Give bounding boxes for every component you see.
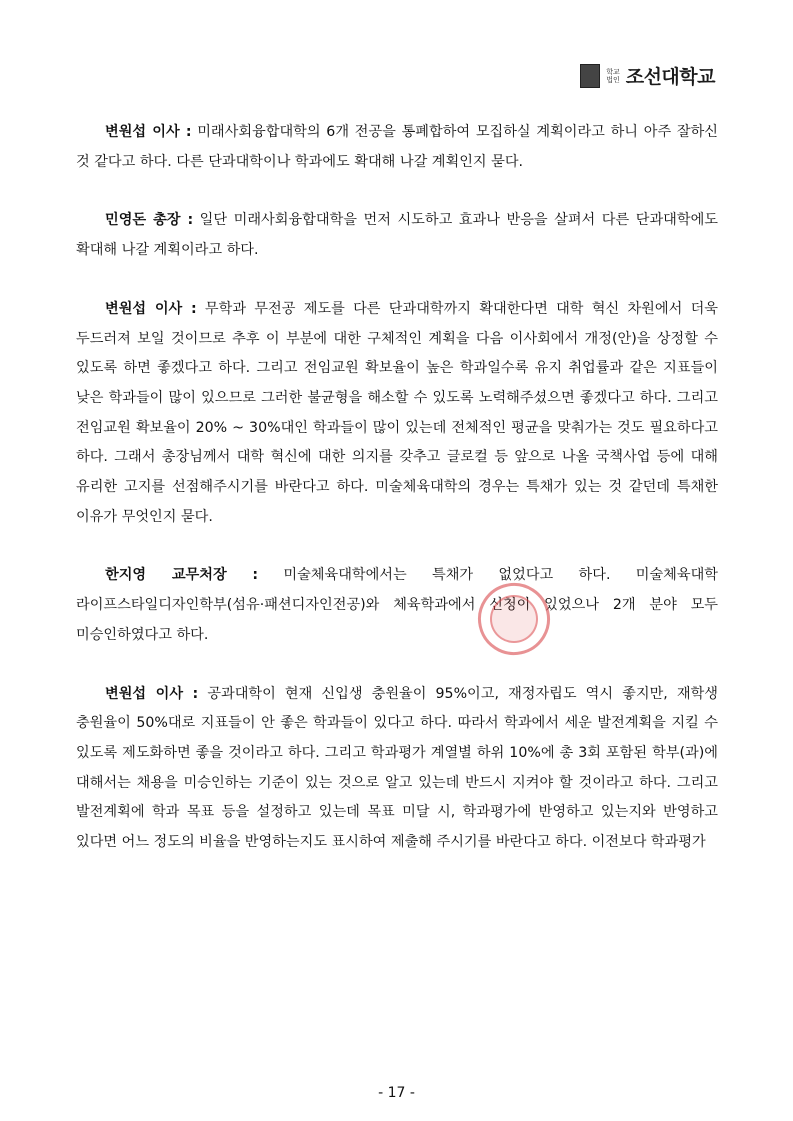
logo-small-top: 학교 (606, 67, 620, 76)
logo-small-bottom: 법인 (606, 75, 620, 84)
paragraph-text: 무학과 무전공 제도를 다른 단과대학까지 확대한다면 대학 혁신 차원에서 더욱 두드러져 보일 것이므로 추후 이 부분에 대한 구체적인 계획을 다음 이사회에서 개정(안)을 상정할 수 있도록 하면 좋겠다고 하다. 그리고 전임교원 확보율이 높은 학과일수록 유지 취업률과 같은 지표들이 낮은 학과들이 많이 있으므로 그러한 불균형을 해소할 수 있도록 노력해주셨으면 좋겠다고 하다. 그리고 전임교원 확보율이 20% ~ 30%대인 학과들이 많이 있는데 전체적인 평균을 맞춰가는 것도 필요하다고 하다. 그래서 총장님께서 대학 혁신에 대한 의지를 갖추고 글로컬 등 앞으로 나올 국책사업 등에 대해 유리한 고지를 선점해주시기를 바란다고 하다. 미술체육대학의 경우는 특채가 있는 것 같던데 특채한 이유가 무엇인지 묻다. (76, 300, 718, 525)
minutes-body (76, 118, 718, 887)
university-logo (580, 62, 715, 89)
stamp-inner-ring (486, 591, 543, 648)
paragraph-1 (76, 118, 718, 177)
speaker-name: 변원섭 이사 : (105, 685, 199, 702)
paragraph-5 (76, 680, 718, 858)
speaker-name: 변원섭 이사 : (105, 124, 192, 140)
speaker-name: 변원섭 이사 : (105, 300, 197, 317)
paragraph-text: 일단 미래사회융합대학을 먼저 시도하고 효과나 반응을 살펴서 다른 단과대학에도 확대해 나갈 계획이라고 하다. (76, 212, 718, 259)
logo-subtitle (606, 68, 620, 84)
paragraph-text: 공과대학이 현재 신입생 충원율이 95%이고, 재정자립도 역시 좋지만, 재학생 충원율이 50%대로 지표들이 안 좋은 학과들이 있다고 하다. 따라서 학과에서 세운 발전계획을 지킬 수 있도록 제도화하면 좋을 것이라고 하다. 그리고 학과평가 계열별 하위 10%에 총 3회 포함된 학부(과)에 대해서는 채용을 미승인하는 기준이 있는 것으로 알고 있는데 반드시 지켜야 할 것이라고 하다. 그리고 발전계획에 학과 목표 등을 설정하고 있는데 목표 미달 시, 학과평가에 반영하고 있는지와 반영하고 있다면 어느 정도의 비율을 반영하는지도 표시하여 제출해 주시기를 바란다고 하다. 이전보다 학과평가 (76, 685, 718, 851)
paragraph-text: 미술체육대학에서는 특채가 없었다고 하다. 미술체육대학 라이프스타일디자인학부(섬유·패션디자인전공)와 체육학과에서 신청이 있었으나 2개 분야 모두 미승인하였다고 하다. (76, 567, 719, 643)
university-seal-icon (580, 64, 600, 88)
paragraph-3 (76, 295, 718, 533)
paragraph-text: 미래사회융합대학의 6개 전공을 통폐합하여 모집하실 계획이라고 하니 아주 잘하신 것 같다고 하다. 다른 단과대학이나 학과에도 확대해 나갈 계획인지 묻다. (76, 124, 718, 170)
page-number: - 17 - (378, 1085, 415, 1101)
speaker-name: 민영돈 총장 : (105, 212, 194, 229)
paragraph-4 (76, 561, 718, 650)
logo-name: 조선대학교 (625, 66, 715, 88)
paragraph-2 (76, 206, 718, 265)
speaker-name: 한지영 교무처장 : (105, 567, 259, 584)
